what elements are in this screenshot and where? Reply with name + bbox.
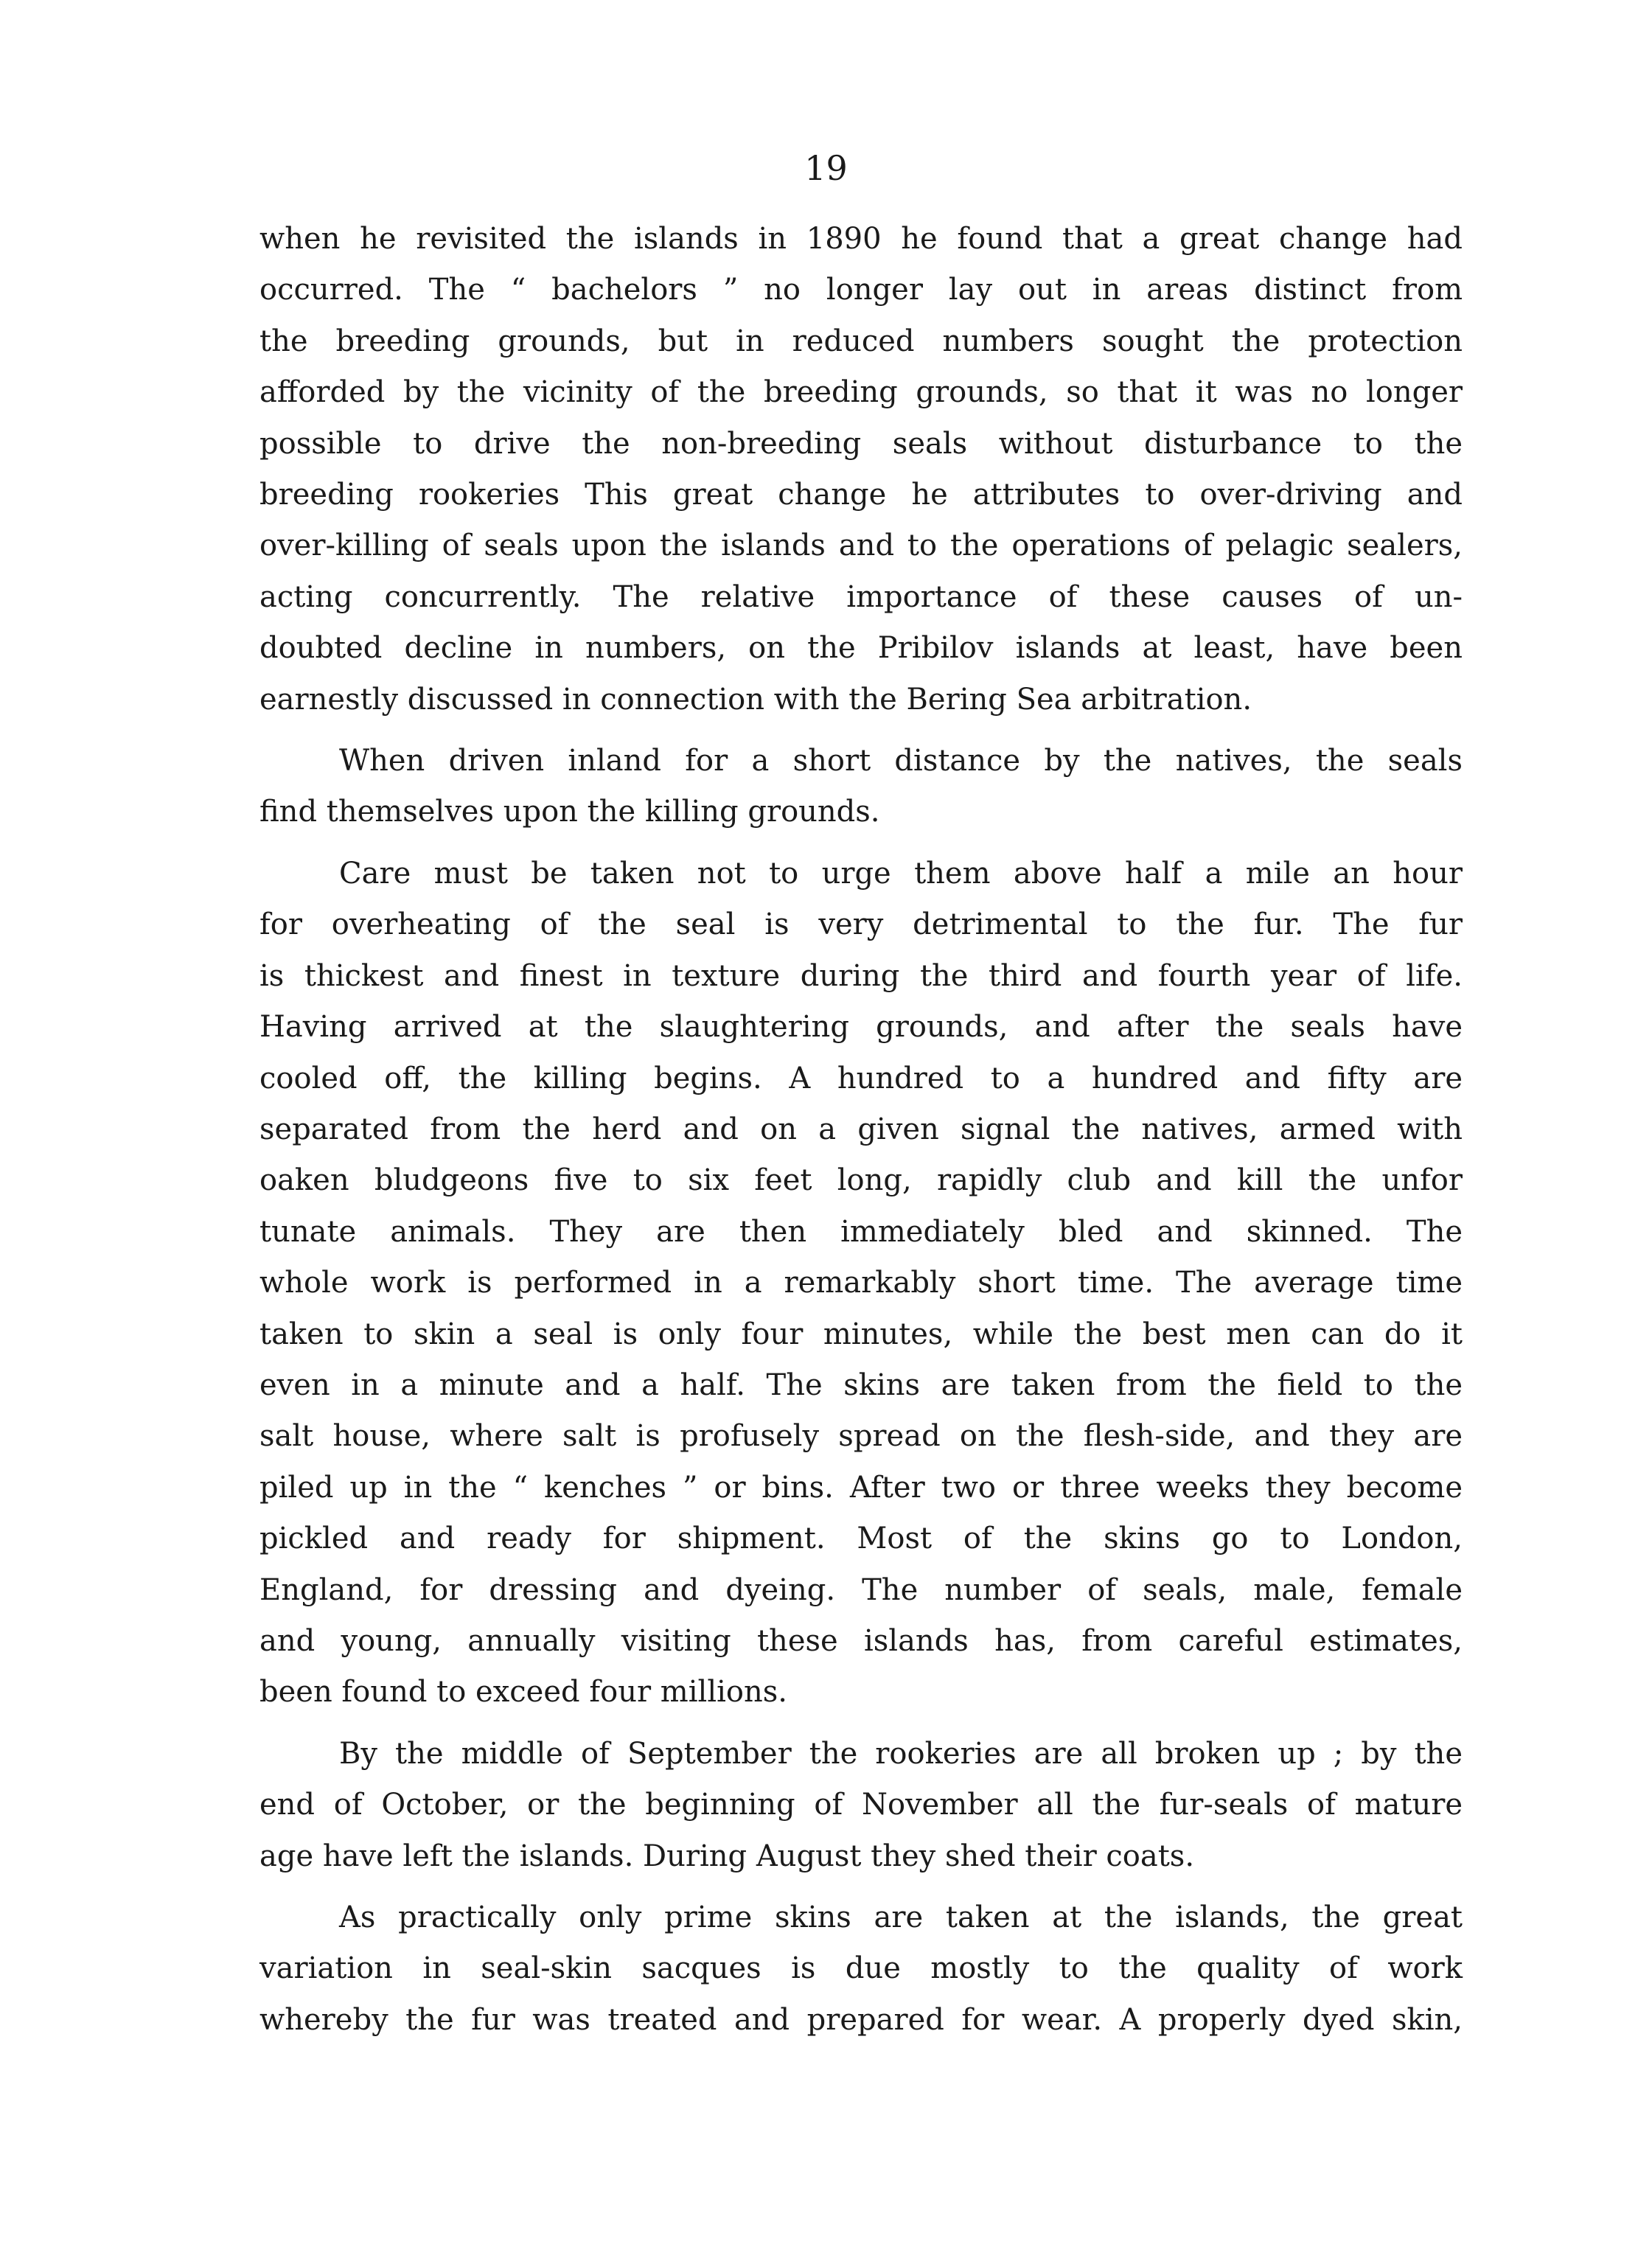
text-line: salt house, where salt is profusely spread on the flesh-side, and they are (259, 1419, 1463, 1454)
text-line: earnestly discussed in connection with the Bering Sea arbitration. (259, 682, 1252, 717)
text-line: whereby the fur was treated and prepared for wear. A properly dyed skin, (259, 2002, 1463, 2037)
text-line: pickled and ready for shipment. Most of the skins go to London, (259, 1522, 1463, 1556)
text-line: As practically only prime skins are taken at the islands, the great (339, 1901, 1463, 1934)
text-line: By the middle of September the rookeries are all broken up ; by the (339, 1736, 1463, 1771)
text-line: taken to skin a seal is only four minutes, while the best men can do it (259, 1317, 1463, 1351)
text-line: England, for dressing and dyeing. The number of seals, male, female (259, 1572, 1463, 1607)
text-line: whole work is performed in a remarkably short time. The average time (259, 1266, 1463, 1300)
text-line: oaken bludgeons five to six feet long, rapidly club and kill the unfor (259, 1163, 1463, 1198)
text-line: possible to drive the non-breeding seals without disturbance to the (259, 426, 1463, 461)
text-line: doubted decline in numbers, on the Pribilov islands at least, have been (259, 631, 1463, 666)
paragraph (259, 736, 1463, 838)
text-line: for overheating of the seal is very detrimental to the fur. The fur (259, 907, 1463, 942)
text-line: find themselves upon the killing grounds. (259, 795, 880, 829)
text-line: occurred. The “ bachelors ” no longer lay out in areas distinct from (259, 273, 1463, 307)
text-line: afforded by the vicinity of the breeding grounds, so that it was no longer (259, 375, 1463, 410)
text-line: When driven inland for a short distance by the natives, the seals (339, 744, 1463, 778)
text-line: Having arrived at the slaughtering grounds, and after the seals have (259, 1010, 1463, 1045)
text-line: acting concurrently. The relative importance of these causes of un- (259, 579, 1463, 614)
text-line: separated from the herd and on a given signal the natives, armed with (259, 1112, 1463, 1146)
text-line: tunate animals. They are then immediately bled and skinned. The (259, 1214, 1463, 1249)
body-text (259, 214, 1463, 2046)
page-number: 19 (804, 148, 848, 188)
text-line: piled up in the “ kenches ” or bins. After two or three weeks they become (259, 1470, 1463, 1505)
text-line: breeding rookeries This great change he attributes to over-driving and (259, 478, 1463, 512)
text-line: age have left the islands. During August they shed their coats. (259, 1839, 1195, 1873)
text-line: cooled off, the killing begins. A hundred to a hundred and fifty are (259, 1061, 1463, 1095)
text-line: when he revisited the islands in 1890 he found that a great change had (259, 222, 1463, 256)
paragraph (259, 1729, 1463, 1882)
paragraph (259, 1892, 1463, 2046)
text-line: been found to exceed four millions. (259, 1675, 787, 1710)
text-line: is thickest and finest in texture during the third and fourth year of life. (259, 958, 1463, 993)
text-line: the breeding grounds, but in reduced numbers sought the protection (259, 324, 1463, 358)
text-line: and young, annually visiting these islands has, from careful estimates, (259, 1623, 1463, 1658)
paragraph (259, 214, 1463, 725)
text-line: variation in seal-skin sacques is due mostly to the quality of work (259, 1951, 1463, 1986)
paragraph (259, 849, 1463, 1718)
text-line: even in a minute and a half. The skins are taken from the field to the (259, 1368, 1463, 1402)
text-line: end of October, or the beginning of November all the fur-seals of mature (259, 1788, 1463, 1822)
text-line: over-killing of seals upon the islands and to the operations of pelagic sealers, (259, 529, 1463, 563)
text-line: Care must be taken not to urge them above half a mile an hour (339, 856, 1463, 891)
